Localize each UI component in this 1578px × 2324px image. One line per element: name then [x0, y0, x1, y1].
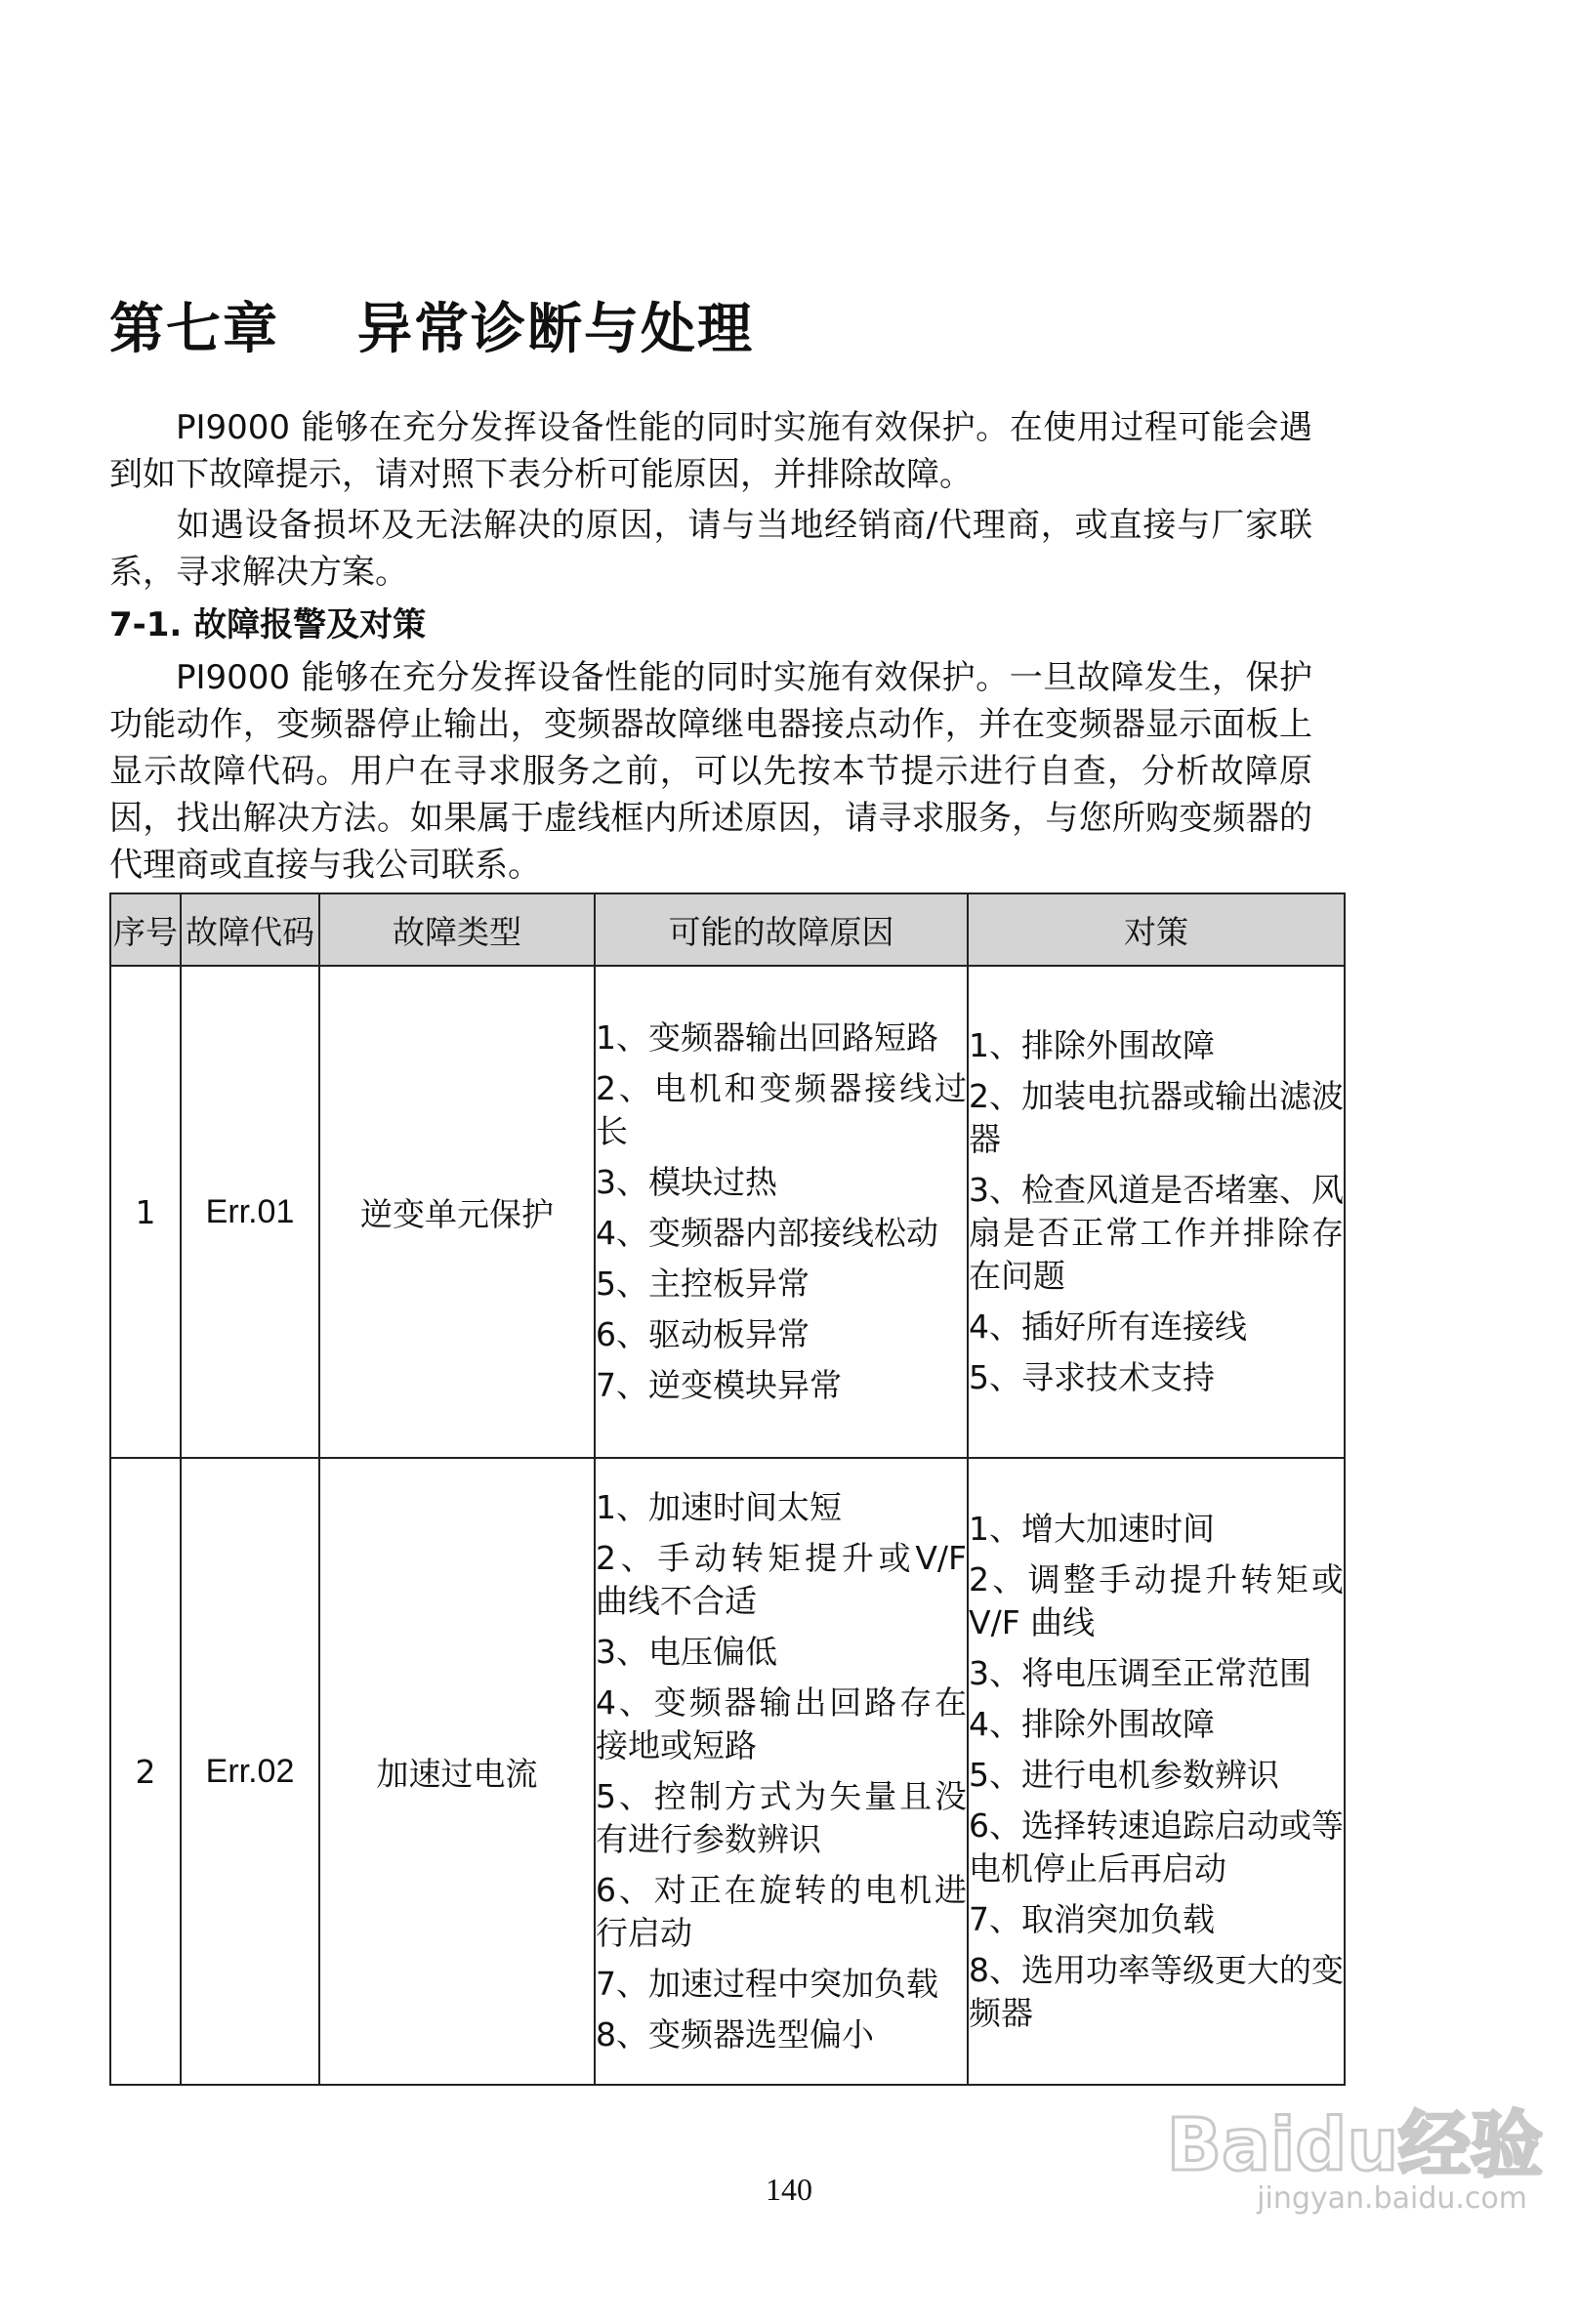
cause-item: 4、变频器输出回路存在接地或短路 [596, 1683, 967, 1764]
measure-item: 3、检查风道是否堵塞、风扇是否正常工作并排除存在问题 [969, 1171, 1344, 1295]
cause-item: 1、加速时间太短 [596, 1488, 842, 1526]
measure-item: 5、进行电机参数辨识 [969, 1756, 1279, 1794]
measure-item: 3、将电压调至正常范围 [969, 1654, 1311, 1692]
fault-code: Err.01 [181, 966, 319, 1458]
cause-list [595, 966, 968, 1458]
cause-item: 6、驱动板异常 [596, 1315, 810, 1353]
header-measures: 对策 [968, 893, 1345, 966]
baidu-watermark [1113, 2088, 1543, 2234]
measure-item: 5、寻求技术支持 [969, 1358, 1215, 1396]
chapter-number: 第七章 [109, 297, 279, 361]
measure-item: 2、调整手动提升转矩或V/F 曲线 [969, 1560, 1344, 1641]
measure-item: 7、取消突加负载 [969, 1900, 1215, 1938]
cause-item: 6、对正在旋转的电机进行启动 [596, 1871, 967, 1952]
measure-item: 4、排除外围故障 [969, 1705, 1215, 1743]
baidu-logo: Baidu经验 [1166, 2103, 1543, 2187]
page-number: 140 [766, 2172, 812, 2207]
cause-item: 5、主控板异常 [596, 1265, 810, 1303]
measure-list [968, 1458, 1345, 2085]
chapter-name: 异常诊断与处理 [357, 297, 754, 361]
measure-item: 1、增大加速时间 [969, 1510, 1215, 1548]
measure-item: 4、插好所有连接线 [969, 1307, 1247, 1346]
measure-item: 8、选用功率等级更大的变频器 [969, 1951, 1344, 2032]
section-paragraph: PI9000 能够在充分发挥设备性能的同时实施有效保护。一旦故障发生，保护功能动作，变频器停止输出，变频器故障继电器接点动作，并在变频器显示面板上显示故障代码。用户在寻求服务之前，可以先按本节提示进行自查，分析故障原因，找出解决方法。如果属于虚线框内所述原因，请寻求服务，与您所购变频器的代理商或直接与我公司联系。 [109, 658, 1312, 885]
fault-code: Err.02 [181, 1458, 319, 2085]
cause-item: 3、模块过热 [596, 1163, 777, 1201]
watermark-url: jingyan.baidu.com [1257, 2181, 1527, 2216]
fault-type: 加速过电流 [319, 1458, 595, 2085]
cause-item: 3、电压偏低 [596, 1633, 777, 1671]
intro-paragraph-2: 如遇设备损坏及无法解决的原因，请与当地经销商/代理商，或直接与厂家联系，寻求解决方案。 [109, 506, 1312, 592]
cause-item: 7、加速过程中突加负载 [596, 1965, 938, 2003]
measure-item: 2、加装电抗器或输出滤波器 [969, 1077, 1344, 1158]
row-index: 2 [110, 1458, 181, 2085]
table-header-row [110, 893, 1345, 966]
header-code: 故障代码 [181, 893, 319, 966]
cause-item: 2、手动转矩提升或V/F 曲线不合适 [596, 1539, 967, 1620]
table-row [110, 966, 1345, 1458]
fault-type: 逆变单元保护 [319, 966, 595, 1458]
cause-item: 8、变频器选型偏小 [596, 2015, 874, 2054]
table-row [110, 1458, 1345, 2085]
section-heading: 7-1. 故障报警及对策 [109, 605, 427, 644]
cause-item: 1、变频器输出回路短路 [596, 1018, 938, 1057]
cause-item: 7、逆变模块异常 [596, 1366, 842, 1404]
measure-list [968, 966, 1345, 1458]
header-causes: 可能的故障原因 [595, 893, 968, 966]
header-index: 序号 [110, 893, 181, 966]
measure-item: 6、选择转速追踪启动或等电机停止后再启动 [969, 1806, 1344, 1888]
intro-paragraph-1: PI9000 能够在充分发挥设备性能的同时实施有效保护。在使用过程可能会遇到如下故障提示，请对照下表分析可能原因，并排除故障。 [109, 408, 1312, 494]
cause-list [595, 1458, 968, 2085]
cause-item: 5、控制方式为矢量且没有进行参数辨识 [596, 1777, 967, 1858]
header-type: 故障类型 [319, 893, 595, 966]
measure-item: 1、排除外围故障 [969, 1026, 1215, 1064]
fault-table [109, 892, 1346, 2086]
cause-item: 2、电机和变频器接线过长 [596, 1069, 967, 1150]
cause-item: 4、变频器内部接线松动 [596, 1214, 938, 1252]
chapter-title [109, 286, 754, 364]
row-index: 1 [110, 966, 181, 1458]
